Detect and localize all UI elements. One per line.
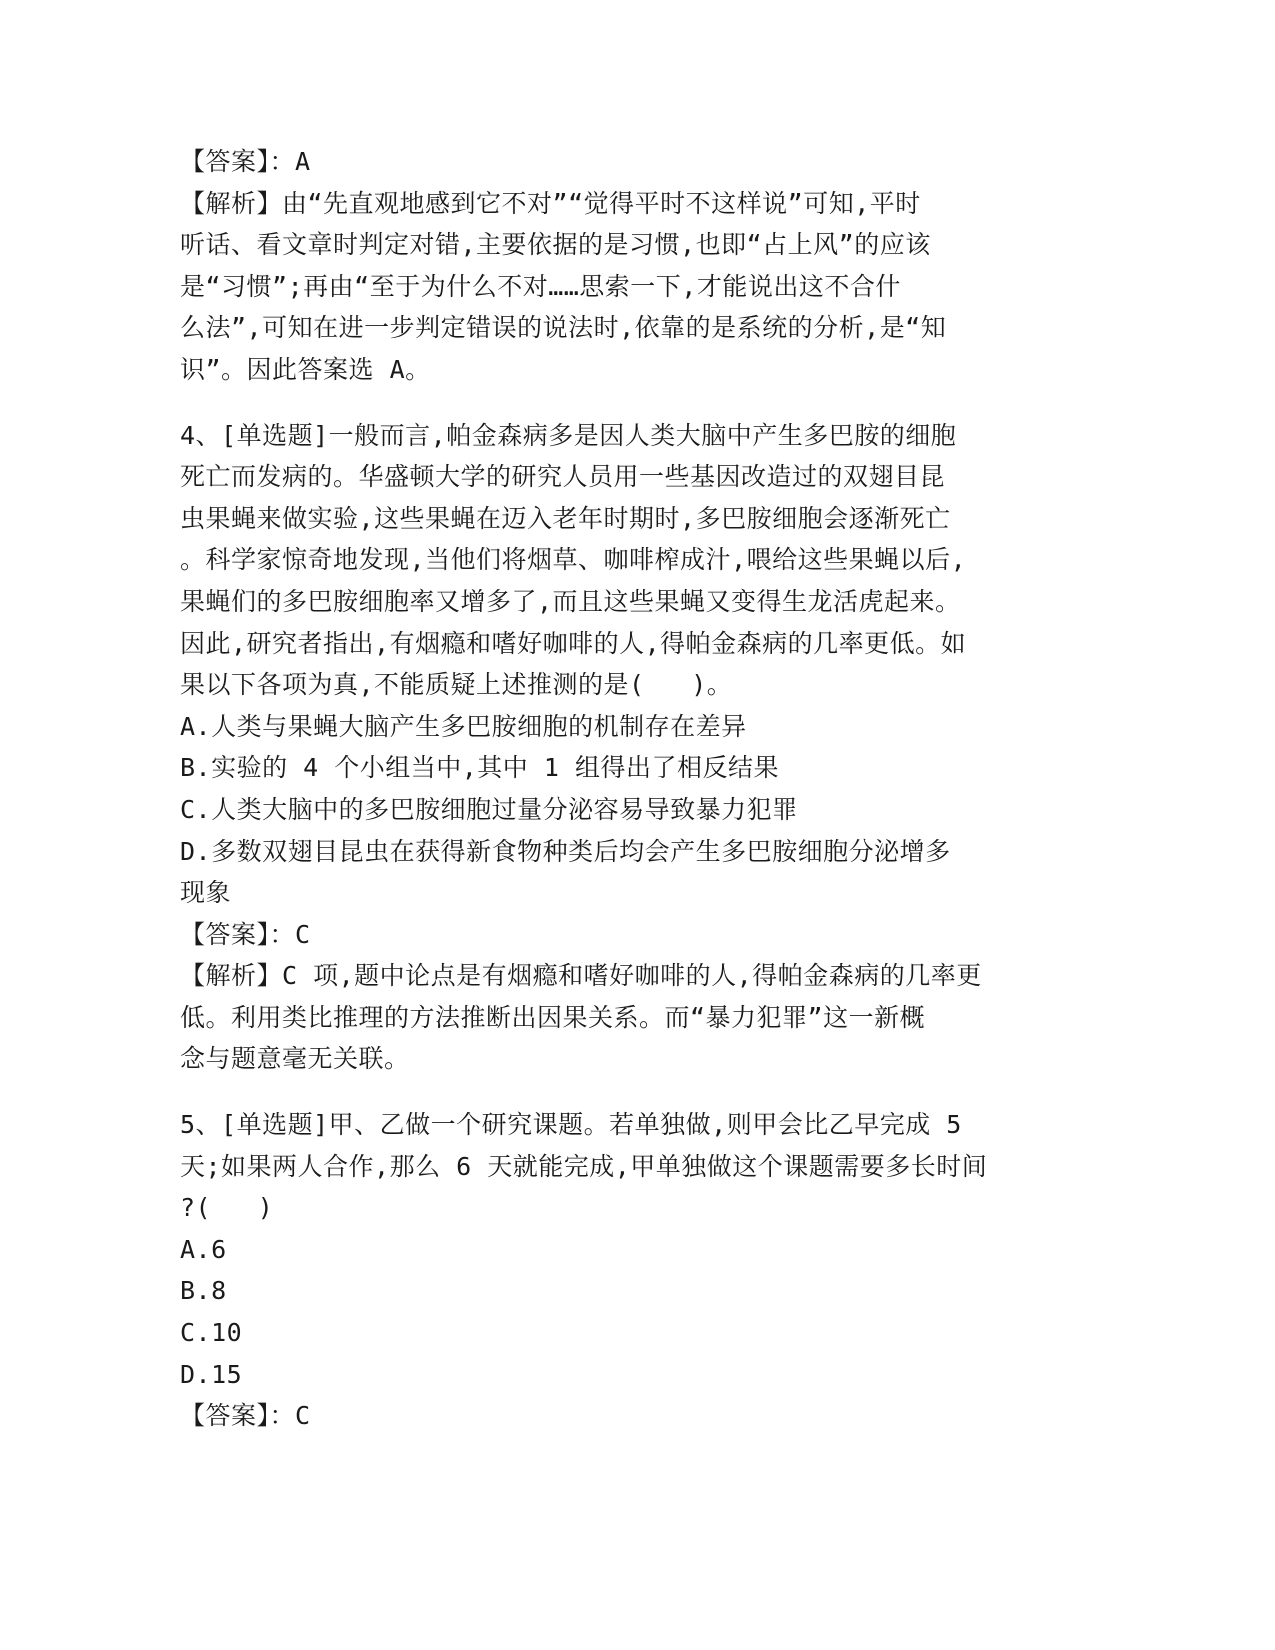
question-stem-line: 5、[单选题]甲、乙做一个研究课题。若单独做,则甲会比乙早完成 5: [180, 1110, 962, 1140]
analysis-line: 是“习惯”;再由“至于为什么不对……思索一下,才能说出这不合什: [180, 271, 901, 301]
question-stem-line: 。科学家惊奇地发现,当他们将烟草、咖啡榨成汁,喂给这些果蝇以后,: [180, 545, 967, 575]
option-b: B.实验的 4 个小组当中,其中 1 组得出了相反结果: [180, 753, 779, 783]
analysis-line: 么法”,可知在进一步判定错误的说法时,依靠的是系统的分析,是“知: [180, 313, 947, 343]
question-stem-line: 天;如果两人合作,那么 6 天就能完成,甲单独做这个课题需要多长时间: [180, 1151, 988, 1181]
analysis-line: 念与题意毫无关联。: [180, 1044, 410, 1074]
question-5: [180, 1104, 1030, 1437]
question-stem-line: 死亡而发病的。华盛顿大学的研究人员用一些基因改造过的双翅目昆: [180, 462, 946, 492]
spacer: [180, 391, 1030, 415]
spacer: [180, 1080, 1030, 1104]
question-stem-line: 果以下各项为真,不能质疑上述推测的是( )。: [180, 670, 733, 700]
analysis-line: 低。利用类比推理的方法推断出因果关系。而“暴力犯罪”这一新概: [180, 1002, 926, 1032]
question-stem-line: 4、[单选题]一般而言,帕金森病多是因人类大脑中产生多巴胺的细胞: [180, 420, 957, 450]
option-b: B.8: [180, 1276, 227, 1306]
question-3-tail: [180, 141, 1030, 391]
question-stem-line: ?( ): [180, 1193, 274, 1223]
option-d-continued: 现象: [180, 878, 232, 908]
analysis-line: 【解析】由“先直观地感到它不对”“觉得平时不这样说”可知,平时: [180, 188, 921, 218]
analysis-line: 【解析】C 项,题中论点是有烟瘾和嗜好咖啡的人,得帕金森病的几率更: [180, 961, 982, 991]
question-4: [180, 415, 1030, 1081]
option-a: A.人类与果蝇大脑产生多巴胺细胞的机制存在差异: [180, 711, 747, 741]
question-stem-line: 因此,研究者指出,有烟瘾和嗜好咖啡的人,得帕金森病的几率更低。如: [180, 628, 967, 658]
analysis-line: 听话、看文章时判定对错,主要依据的是习惯,也即“占上风”的应该: [180, 230, 931, 260]
analysis-line: 识”。因此答案选 A。: [180, 354, 431, 384]
question-stem-line: 虫果蝇来做实验,这些果蝇在迈入老年时期时,多巴胺细胞会逐渐死亡: [180, 503, 951, 533]
answer-line: 【答案】：C: [180, 1401, 311, 1431]
option-a: A.6: [180, 1234, 227, 1264]
option-d: D.15: [180, 1359, 243, 1389]
option-d: D.多数双翅目昆虫在获得新食物种类后均会产生多巴胺细胞分泌增多: [180, 836, 951, 866]
question-stem-line: 果蝇们的多巴胺细胞率又增多了,而且这些果蝇又变得生龙活虎起来。: [180, 586, 961, 616]
document-page: [180, 141, 1030, 1437]
answer-line: 【答案】：C: [180, 919, 311, 949]
answer-line: 【答案】：A: [180, 147, 311, 176]
option-c: C.人类大脑中的多巴胺细胞过量分泌容易导致暴力犯罪: [180, 794, 798, 824]
option-c: C.10: [180, 1318, 243, 1348]
